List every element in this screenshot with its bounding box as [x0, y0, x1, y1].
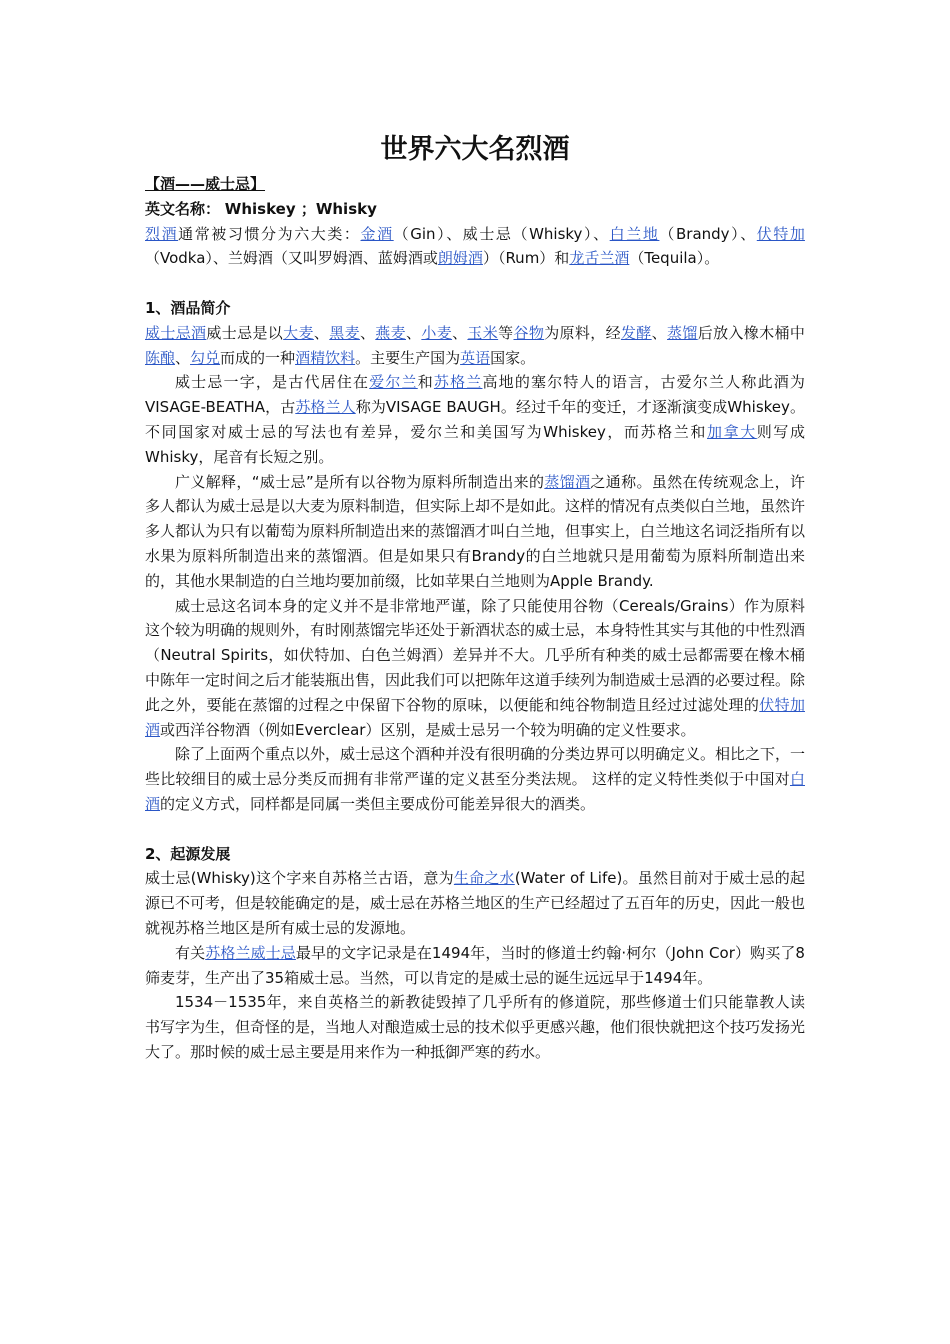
s1p1-text-6: 。主要生产国为: [355, 348, 461, 367]
s1p1-text-3: 为原料，经: [544, 323, 621, 342]
section-1-heading: 1、酒品简介: [145, 298, 231, 317]
s1p2-text-5: 则写成Whisky，尾音有长短之别。: [145, 422, 805, 466]
intro-text-6: （Tequila）。: [629, 249, 720, 268]
s1p3-text-1: 广义解释，“威士忌”是所有以谷物为原料所制造出来的: [175, 472, 545, 491]
s1p2-text-1: 威士忌一字，是古代居住在: [175, 373, 370, 392]
s1p1-sep: 、: [175, 348, 191, 367]
section-head: 【酒——威士忌】: [145, 175, 266, 193]
intro-paragraph: [145, 222, 805, 272]
s1-paragraph-2: [145, 370, 805, 469]
link-baijiu[interactable]: 白酒: [145, 770, 805, 813]
s1p1-sep: 、: [651, 323, 668, 342]
link-liejiu[interactable]: 烈酒: [145, 224, 179, 243]
link-sugelan[interactable]: 苏格兰: [433, 373, 483, 392]
s1p5-text-1: 除了上面两个重点以外，威士忌这个酒种并没有很明确的分类边界可以明确定义。相比之下，一些比较细目的威士忌分类反而拥有非常严谨的定义甚至分类法规。 这样的定义特性类似于中国对: [145, 745, 806, 789]
link-yumi[interactable]: 玉米: [467, 323, 499, 342]
s1-paragraph-4: [145, 594, 805, 743]
s1p2-text-4: 称为VISAGE BAUGH。经过千年的变迁，才逐渐演变成Whiskey。不同国家对威士忌的写法也有差异，爱尔兰和美国写为Whiskey，而苏格兰和: [145, 398, 805, 441]
english-name-line: [145, 197, 805, 222]
s1p1-sep: 、: [313, 323, 330, 342]
s1p1-text-2: 等: [498, 323, 514, 342]
s2-paragraph-1: [145, 866, 805, 940]
s1p5-text-2: 的定义方式，同样都是同属一类但主要成份可能差异很大的酒类。: [160, 794, 596, 813]
link-whiskyjiu[interactable]: 威士忌酒: [145, 323, 207, 342]
link-zhengliu[interactable]: 蒸馏: [667, 323, 698, 342]
link-yingyu[interactable]: 英语: [460, 348, 491, 367]
link-yanmai[interactable]: 燕麦: [375, 323, 406, 342]
link-damai[interactable]: 大麦: [283, 323, 314, 342]
link-futejia[interactable]: 伏特加: [756, 224, 805, 243]
s2p1-text-2: (Water of Life)。虽然目前对于威士忌的起源已不可考，但是较能确定的是，威士忌在苏格兰地区的生产已经超过了五百年的历史，因此一般也就视苏格兰地区是所有威士忌的发源地。: [145, 869, 806, 937]
link-jianada[interactable]: 加拿大: [707, 422, 757, 441]
s2p3-text-1: 1534－1535年，来自英格兰的新教徒毁掉了几乎所有的修道院，那些修道士们只能靠教人读书写字为生，但奇怪的是，当地人对酿造威士忌的技术似乎更感兴趣，他们很快就把这个技巧发扬光大了。那时候的威士忌主要是用来作为一种抵御严寒的药水。: [145, 993, 806, 1061]
s1p2-text-3: 高地的塞尔特人的语言，古爱尔兰人称此酒为VISAGE-BEATHA，古: [145, 373, 805, 417]
link-chenniang[interactable]: 陈酿: [145, 348, 176, 367]
s2-paragraph-2: [145, 941, 805, 991]
s1p1-text-7: 国家。: [490, 348, 536, 367]
s1-paragraph-1: [145, 321, 805, 371]
s1-paragraph-5: [145, 742, 805, 816]
blank-line: [145, 271, 805, 296]
link-langmujiu[interactable]: 朗姆酒: [437, 249, 483, 268]
link-zhengliujiu[interactable]: 蒸馏酒: [544, 472, 591, 491]
section-head-line: [145, 172, 805, 197]
s1p3-text-2: 之通称。虽然在传统观念上，许多人都认为威士忌是以大麦为原料制造，但实际上却不是如此。这样的情况有点类似白兰地，虽然许多人都认为只有以葡萄为原料所制造出来的蒸馏酒才叫白兰地，但事实上，白兰地这名词泛指所有以水果为原料所制造出来的蒸馏酒。但是如果只有Brandy的白兰地就只是用葡萄为原料所制造出来的，其他水果制造的白兰地均要加前缀，比如苹果白兰地则为Apple Brandy.: [145, 472, 806, 590]
link-bailandi[interactable]: 白兰地: [609, 224, 660, 243]
s1p1-sep: 、: [452, 323, 468, 342]
blank-line: [145, 817, 805, 842]
s1p1-text-4: 后放入橡木桶中: [697, 323, 805, 342]
link-jiujingyinliao[interactable]: 酒精饮料: [295, 348, 356, 367]
intro-text-5: ）（Rum）和: [482, 249, 570, 268]
link-heimai[interactable]: 黑麦: [329, 323, 360, 342]
link-futejiajiu[interactable]: 伏特加酒: [145, 695, 805, 739]
intro-text-2: （Gin）、威士忌（Whisky）、: [393, 224, 610, 243]
s1p1-sep: 、: [359, 323, 376, 342]
link-jinjiu[interactable]: 金酒: [360, 224, 394, 243]
link-longshelanjiu[interactable]: 龙舌兰酒: [569, 249, 630, 268]
s1-paragraph-3: [145, 470, 805, 594]
section-2-heading: 2、起源发展: [145, 844, 231, 863]
link-sugelanren[interactable]: 苏格兰人: [295, 398, 356, 417]
s2p2-text-2: 最早的文字记录是在1494年，当时的修道士约翰·柯尔（John Cor）购买了8筛麦芽，生产出了35箱威士忌。当然，可以肯定的是威士忌的诞生远远早于1494年。: [145, 943, 805, 987]
s1p1-text-1: 威士忌是以: [206, 323, 284, 342]
s2p2-text-1: 有关: [175, 943, 206, 962]
s1p4-text-1: 威士忌这名词本身的定义并不是非常地严谨，除了只能使用谷物（Cereals/Grains）作为原料这个较为明确的规则外，有时刚蒸馏完毕还处于新酒状态的威士忌，本身特性其实与其他的中性烈酒（Neutral Spirits，如伏特加、白色兰姆酒）差异并不大。几乎所有种类的威士忌都需要在橡木桶中陈年一定时间之后才能装瓶出售，因此我们可以把陈年这道手续列为制造威士忌酒的必要过程。除此之外，要能在蒸馏的过程之中保留下谷物的原味，以便能和纯谷物制造且经过过滤处理的: [145, 596, 806, 714]
s1p1-sep: 、: [406, 323, 422, 342]
intro-text-4: （Vodka）、兰姆酒（又叫罗姆酒、蓝姆酒或: [145, 249, 438, 268]
intro-text-1: 通常被习惯分为六大类：: [178, 224, 361, 243]
link-shengmingzhishui[interactable]: 生命之水: [453, 869, 515, 888]
intro-text-3: （Brandy）、: [659, 224, 757, 243]
english-name-label: 英文名称：: [145, 199, 221, 218]
link-sugelanwhisky[interactable]: 苏格兰威士忌: [205, 943, 296, 962]
s2p1-text-1: 威士忌(Whisky)这个字来自苏格兰古语，意为: [145, 869, 454, 888]
s1p1-text-5: 而成的一种: [220, 348, 296, 367]
link-aierlan[interactable]: 爱尔兰: [369, 373, 418, 392]
english-name-value: Whiskey ；Whisky: [224, 199, 377, 218]
s1p4-text-2: 或西洋谷物酒（例如Everclear）区别，是威士忌另一个较为明确的定义性要求。: [160, 720, 696, 739]
link-goudui[interactable]: 勾兑: [190, 348, 221, 367]
link-xiaomai[interactable]: 小麦: [421, 323, 453, 342]
s1p2-text-2: 和: [417, 373, 434, 392]
link-guwu[interactable]: 谷物: [513, 323, 545, 342]
document-page: [145, 130, 805, 1065]
link-fajiao[interactable]: 发酵: [620, 323, 652, 342]
s2-paragraph-3: [145, 990, 805, 1064]
page-title: 世界六大名烈酒: [380, 134, 570, 165]
